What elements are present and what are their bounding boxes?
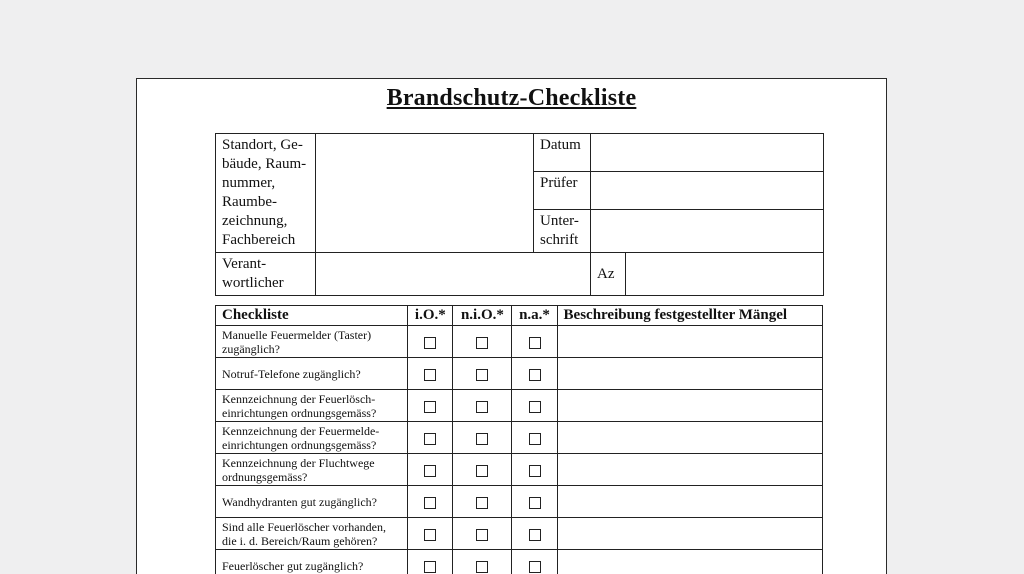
table-row bbox=[216, 486, 823, 518]
description-field[interactable] bbox=[557, 358, 822, 390]
nio-checkbox[interactable] bbox=[476, 337, 488, 349]
nio-checkbox[interactable] bbox=[476, 401, 488, 413]
checklist-item: Wandhydranten gut zugänglich? bbox=[216, 486, 408, 518]
io-checkbox[interactable] bbox=[424, 369, 436, 381]
table-row bbox=[216, 390, 823, 422]
col-header-na: n.a.* bbox=[512, 306, 557, 326]
checklist-item: Feuerlöscher gut zugänglich? bbox=[216, 550, 408, 574]
inspector-field[interactable] bbox=[591, 172, 824, 210]
table-row bbox=[216, 454, 823, 486]
col-header-checklist: Checkliste bbox=[216, 306, 408, 326]
description-field[interactable] bbox=[557, 454, 822, 486]
col-header-description: Beschreibung festgestellter Mängel bbox=[557, 306, 822, 326]
date-field[interactable] bbox=[591, 134, 824, 172]
location-label: Standort, Ge-bäude, Raum-nummer, Raumbe-zeichnung, Fachbereich bbox=[216, 134, 316, 253]
table-row bbox=[216, 550, 823, 574]
io-checkbox[interactable] bbox=[424, 401, 436, 413]
table-row bbox=[216, 326, 823, 358]
na-checkbox[interactable] bbox=[529, 529, 541, 541]
header-form-table bbox=[215, 133, 824, 296]
nio-checkbox[interactable] bbox=[476, 369, 488, 381]
checklist-item: Manuelle Feuermelder (Taster) zugänglich? bbox=[216, 326, 408, 358]
col-header-io: i.O.* bbox=[408, 306, 453, 326]
io-checkbox[interactable] bbox=[424, 529, 436, 541]
table-row bbox=[216, 518, 823, 550]
nio-checkbox[interactable] bbox=[476, 529, 488, 541]
checklist-item: Kennzeichnung der Feuerlösch-einrichtungen ordnungsgemäss? bbox=[216, 390, 408, 422]
na-checkbox[interactable] bbox=[529, 497, 541, 509]
io-checkbox[interactable] bbox=[424, 561, 436, 573]
col-header-nio: n.i.O.* bbox=[453, 306, 512, 326]
date-label: Datum bbox=[534, 134, 591, 172]
na-checkbox[interactable] bbox=[529, 369, 541, 381]
io-checkbox[interactable] bbox=[424, 433, 436, 445]
na-checkbox[interactable] bbox=[529, 337, 541, 349]
checklist-item: Sind alle Feuerlöscher vorhanden, die i. d. Bereich/Raum gehören? bbox=[216, 518, 408, 550]
document-title: Brandschutz-Checkliste bbox=[386, 85, 637, 111]
description-field[interactable] bbox=[557, 486, 822, 518]
signature-field[interactable] bbox=[591, 210, 824, 253]
checklist-item: Kennzeichnung der Feuermelde-einrichtungen ordnungsgemäss? bbox=[216, 422, 408, 454]
description-field[interactable] bbox=[557, 422, 822, 454]
description-field[interactable] bbox=[557, 326, 822, 358]
inspector-label: Prüfer bbox=[534, 172, 591, 210]
az-label: Az bbox=[591, 253, 626, 296]
na-checkbox[interactable] bbox=[529, 433, 541, 445]
io-checkbox[interactable] bbox=[424, 497, 436, 509]
description-field[interactable] bbox=[557, 390, 822, 422]
nio-checkbox[interactable] bbox=[476, 465, 488, 477]
nio-checkbox[interactable] bbox=[476, 497, 488, 509]
na-checkbox[interactable] bbox=[529, 561, 541, 573]
na-checkbox[interactable] bbox=[529, 465, 541, 477]
io-checkbox[interactable] bbox=[424, 337, 436, 349]
table-row bbox=[216, 422, 823, 454]
checklist-table bbox=[215, 305, 823, 574]
responsible-label: Verant-wortlicher bbox=[216, 253, 316, 296]
signature-label: Unter-schrift bbox=[534, 210, 591, 253]
nio-checkbox[interactable] bbox=[476, 433, 488, 445]
az-field[interactable] bbox=[626, 253, 824, 296]
responsible-field[interactable] bbox=[316, 253, 591, 296]
na-checkbox[interactable] bbox=[529, 401, 541, 413]
description-field[interactable] bbox=[557, 550, 822, 574]
checklist-item: Kennzeichnung der Fluchtwege ordnungsgemäss? bbox=[216, 454, 408, 486]
nio-checkbox[interactable] bbox=[476, 561, 488, 573]
checklist-item: Notruf-Telefone zugänglich? bbox=[216, 358, 408, 390]
io-checkbox[interactable] bbox=[424, 465, 436, 477]
location-field[interactable] bbox=[316, 134, 534, 253]
description-field[interactable] bbox=[557, 518, 822, 550]
document-page bbox=[136, 78, 887, 574]
table-row bbox=[216, 358, 823, 390]
